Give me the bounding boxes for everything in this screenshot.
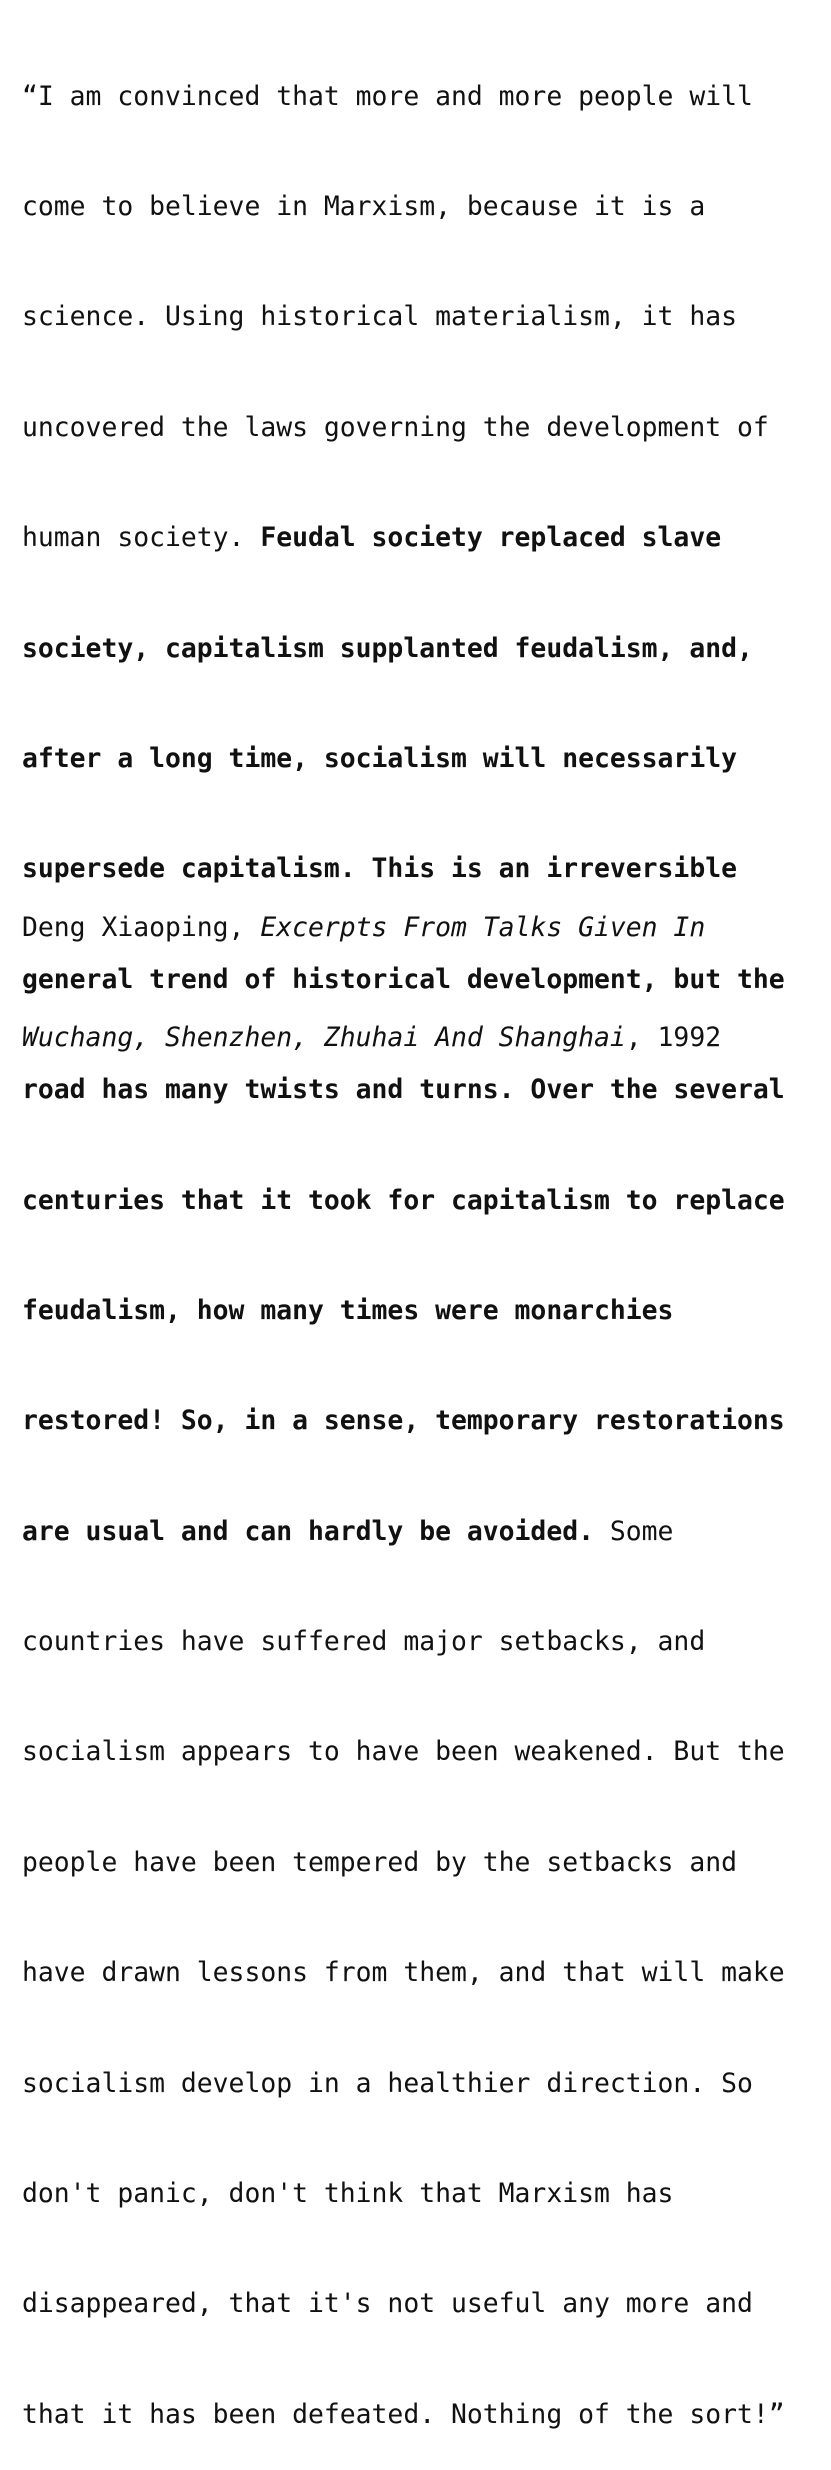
quote-line-text: socialism appears to have been weakened. But the: [22, 1736, 785, 1768]
quote-line: [22, 741, 822, 778]
quote-line-text: that it has been defeated. Nothing of the sort!”: [22, 2398, 785, 2430]
quote-line-text: have drawn lessons from them, and that will make: [22, 1957, 785, 1989]
quote-line-text: disappeared, that it's not useful any more and: [22, 2288, 753, 2320]
quote-bold-text: supersede capitalism. This is an irreversible: [22, 853, 737, 885]
quote-line: [22, 2176, 822, 2213]
source-year: , 1992: [625, 1021, 722, 1053]
quote-bold-text: Feudal society replaced slave: [260, 522, 722, 554]
quote-line: [22, 1734, 822, 1771]
quote-bold-text: restored! So, in a sense, temporary restorations: [22, 1405, 785, 1437]
attribution: [22, 836, 822, 1094]
source-title: Excerpts From Talks Given In: [260, 911, 706, 943]
quote-line-text: countries have suffered major setbacks, and: [22, 1626, 706, 1658]
quote-line: [22, 1293, 822, 1330]
quote-line: [22, 1403, 822, 1440]
quote-bold-text: society, capitalism supplanted feudalism, and,: [22, 632, 753, 664]
quote-line: [22, 189, 822, 226]
quote-line-text: uncovered the laws governing the development of: [22, 411, 769, 443]
quote-line: [22, 1183, 822, 1220]
source-title: Wuchang, Shenzhen, Zhuhai And Shanghai: [22, 1021, 626, 1053]
author-name: Deng Xiaoping,: [22, 911, 261, 943]
quote-line: [22, 1514, 822, 1551]
quote-bold-text: road has many twists and turns. Over the several: [22, 1074, 785, 1106]
quote-line: [22, 2397, 822, 2434]
quote-bold-text: are usual and can hardly be avoided.: [22, 1515, 594, 1547]
quote-line-text: science. Using historical materialism, it has: [22, 301, 737, 333]
quote-line: [22, 299, 822, 336]
attribution-line: [22, 1020, 822, 1057]
quote-line-text: human society.: [22, 522, 261, 554]
quote-bold-text: feudalism, how many times were monarchies: [22, 1294, 674, 1326]
quote-line: [22, 1624, 822, 1661]
quote-line-text: come to believe in Marxism, because it is a: [22, 190, 706, 222]
quote-line: [22, 410, 822, 447]
quote-bold-text: after a long time, socialism will necessarily: [22, 742, 737, 774]
quote-line-text: Some: [594, 1515, 674, 1547]
quote-line: [22, 1955, 822, 1992]
quote-line: [22, 2066, 822, 2103]
quote-line-text: don't panic, don't think that Marxism has: [22, 2178, 674, 2210]
quote-bold-text: centuries that it took for capitalism to replace: [22, 1184, 785, 1216]
quote-line: [22, 79, 822, 116]
quote-text: [22, 5, 822, 2470]
quote-line: [22, 2286, 822, 2323]
quote-line-text: people have been tempered by the setbacks and: [22, 1846, 737, 1878]
quote-line: [22, 631, 822, 668]
quote-line-text: “I am convinced that more and more people will: [22, 80, 753, 112]
quote-line-text: socialism develop in a healthier direction. So: [22, 2067, 753, 2099]
quote-line: [22, 1845, 822, 1882]
quote-line: [22, 520, 822, 557]
attribution-line: [22, 910, 822, 947]
quote-bold-text: general trend of historical development, but the: [22, 963, 785, 995]
